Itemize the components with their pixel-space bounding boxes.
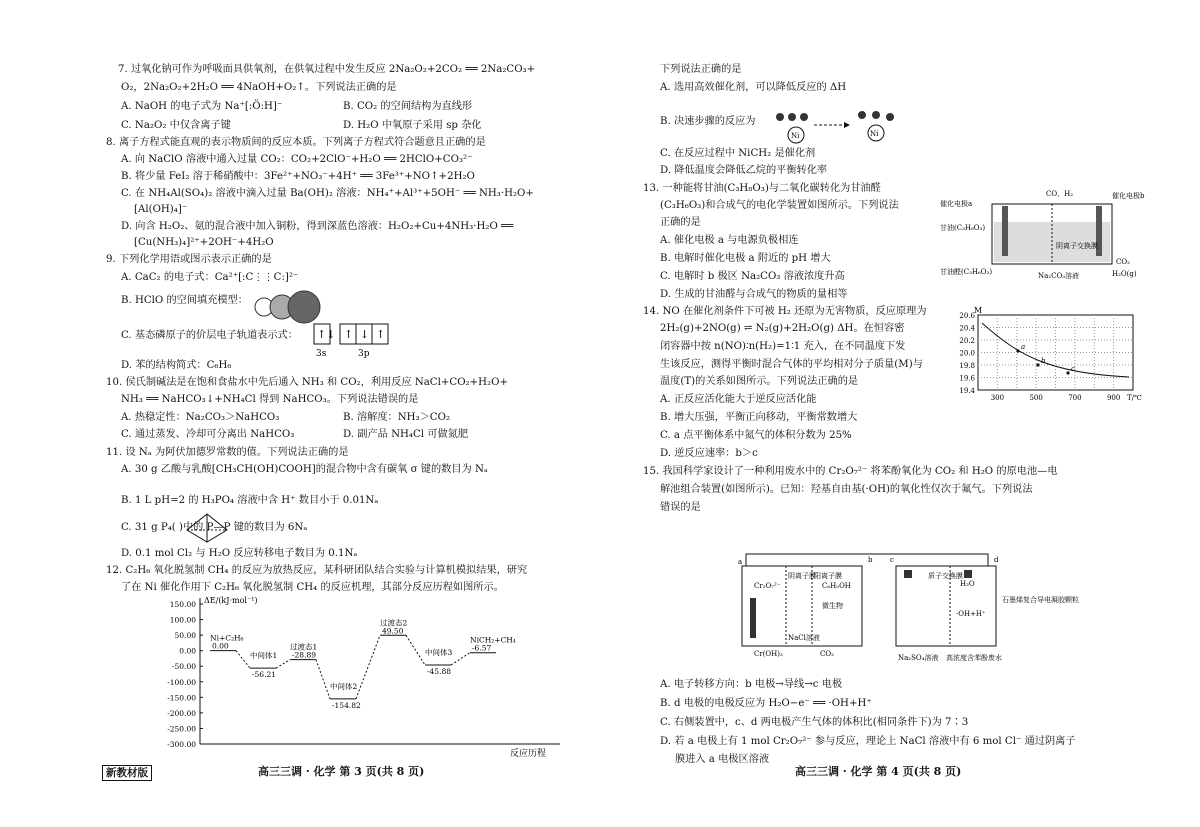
electrode-d	[964, 570, 972, 578]
left-line-18: 10. 侯氏制碱法是在饱和食盐水中先后通入 NH₃ 和 CO₂，利用反应 NaCl+CO₂+H₂O+	[106, 377, 509, 388]
y-tick-1: 100.00	[169, 615, 196, 625]
curve	[982, 323, 1129, 377]
left-line-14: A. CaC₂ 的电子式：Ca²⁺[:C⋮⋮C:]²⁻	[121, 272, 299, 283]
level-value-5: -45.88	[427, 666, 452, 676]
right-line-4: D. 降低温度会降低乙烷的平衡转化率	[660, 165, 828, 176]
orbital-3s-label: 3s	[316, 349, 327, 359]
y-tick-8: -250.00	[167, 724, 196, 734]
right-line-8: A. 催化电极 a 与电源负极相连	[660, 235, 799, 246]
fig13-label-4: Na₂CO₃溶液	[1038, 272, 1080, 280]
right-line-12: 14. NO 在催化剂条件下可被 H₂ 还原为无害物质，反应原理为	[643, 306, 927, 317]
svg-text:↑: ↑	[344, 328, 354, 341]
left-line-13: 9. 下列化学用语或图示表示正确的是	[106, 254, 272, 265]
left-line-29: 12. C₂H₆ 氧化脱氢制 CH₄ 的反应为放热反应，某科研团队结合实验与计算机模拟结果，研究	[106, 565, 528, 576]
wire	[746, 554, 988, 566]
y-axis-label: M	[974, 306, 983, 315]
fig15-label-10: c	[890, 556, 894, 564]
left-line-9: C. 在 NH₄Al(SO₄)₂ 溶液中滴入过量 Ba(OH)₂ 溶液：NH₄⁺+Al³⁺+5OH⁻ ══ NH₃·H₂O+	[121, 188, 534, 199]
electrode-a	[750, 598, 756, 638]
footer-right: 高三三调 · 化学 第 4 页(共 8 页)	[795, 765, 962, 778]
level-name-4: 过渡态2	[380, 618, 408, 628]
left-line-4: C. Na₂O₂ 中仅含离子键	[121, 120, 231, 131]
left-line-17: D. 苯的结构简式：C₆H₆	[121, 360, 232, 371]
connector-1	[236, 651, 250, 668]
level-name-1: 中间体1	[250, 651, 278, 661]
fig15-label-13: H₂O	[960, 580, 975, 588]
y-tick-1: 20.4	[959, 324, 975, 333]
svg-text:Ni: Ni	[791, 132, 800, 140]
right-line-14: 闭容器中按 n(NO)∶n(H₂)=1∶1 充入，在不同温度下发	[660, 341, 906, 352]
fig13-label-2: 甘油醛(C₃H₆O₃)	[940, 268, 993, 276]
left-line-3: B. CO₂ 的空间结构为直线形	[343, 101, 473, 112]
right-line-27: D. 若 a 电极上有 1 mol Cr₂O₇²⁻ 参与反应，理论上 NaCl 溶液中有 6 mol Cl⁻ 通过阴离子	[660, 736, 1076, 747]
left-line-24: 11. 设 Nₐ 为阿伏加德罗常数的值。下列说法正确的是	[106, 447, 349, 458]
energy-profile-chart	[150, 594, 570, 758]
point-label-a: a	[1021, 343, 1026, 351]
y-tick-7: -200.00	[167, 708, 196, 718]
right-line-6: (C₃H₆O₃)和合成气的电化学装置如图所示。下列说法	[660, 200, 899, 211]
x-axis-label: T/℃	[1127, 394, 1142, 402]
svg-text:↑↓: ↑↓	[317, 328, 336, 341]
left-line-23: D. 副产品 NH₄Cl 可做氮肥	[343, 429, 469, 440]
fig15-label-8: CO₂	[820, 650, 834, 658]
level-name-0: Ni+C₂H₆	[210, 633, 244, 643]
y-tick-6: -150.00	[167, 693, 196, 703]
fig15-label-2: Cr(OH)₃	[754, 650, 783, 658]
y-axis-label: ΔE/(kJ·mol⁻¹)	[204, 596, 258, 605]
fig13-label-1: 甘油(C₃H₈O₃)	[940, 224, 986, 232]
x-tick-2: 700	[1068, 394, 1082, 402]
y-tick-0: 20.6	[959, 312, 975, 320]
level-value-0: 0.00	[212, 641, 229, 651]
y-tick-2: 50.00	[174, 631, 196, 641]
left-line-25: A. 30 g 乙酸与乳酸[CH₃CH(OH)COOH]的混合物中含有碳氧 σ 键的数目为 Nₐ	[121, 464, 488, 475]
right-line-26: C. 右侧装置中，c、d 两电极产生气体的体积比(相同条件下)为 7∶3	[660, 717, 969, 728]
left-line-26: B. 1 L pH=2 的 H₃PO₄ 溶液中含 H⁺ 数目小于 0.01Nₐ	[121, 495, 379, 506]
left-line-27: C. 31 g P₄( )中的 P—P 键的数目为 6Nₐ	[121, 522, 308, 533]
p4-figure	[183, 512, 231, 544]
left-line-22: C. 通过蒸发、冷却可分离出 NaHCO₃	[121, 429, 295, 440]
right-line-20: D. 逆反应速率：b＞c	[660, 448, 758, 459]
fig15-label-9: b	[868, 556, 873, 564]
left-line-12: [Cu(NH₃)₄]²⁺+2OH⁻+4H₂O	[134, 237, 274, 248]
fig15-label-3: 阴离子膜	[788, 572, 816, 580]
x-tick-0: 300	[990, 394, 1005, 402]
fig13-label-0: 催化电极a	[940, 200, 973, 208]
y-tick-4: 19.8	[959, 362, 975, 370]
left-line-8: B. 将少量 FeI₂ 溶于稀硝酸中：3Fe²⁺+NO₃⁻+4H⁺ ══ 3Fe³⁺+NO↑+2H₂O	[121, 171, 475, 182]
left-line-10: [Al(OH)₄]⁻	[134, 204, 188, 215]
left-line-21: B. 溶解度：NH₃＞CO₂	[343, 412, 451, 423]
orbital-diagram	[312, 322, 392, 360]
y-tick-5: -100.00	[167, 677, 196, 687]
y-tick-0: 150.00	[169, 600, 196, 609]
left-line-16: C. 基态磷原子的价层电子轨道表示式：	[121, 330, 298, 341]
left-line-7: A. 向 NaClO 溶液中通入过量 CO₂：CO₂+2ClO⁻+H₂O ══ 2HClO+CO₃²⁻	[121, 154, 473, 165]
x-tick-3: 900	[1106, 394, 1121, 402]
svg-text:↓: ↓	[360, 328, 370, 341]
fig15-label-16: Na₂SO₄溶液	[898, 654, 939, 662]
right-line-21: 15. 我国科学家设计了一种利用废水中的 Cr₂O₇²⁻ 将苯酚氧化为 CO₂ 和 H₂O 的原电池—电	[643, 466, 1058, 477]
right-line-11: D. 生成的甘油醛与合成气的物质的量相等	[660, 289, 848, 300]
left-line-2: A. NaOH 的电子式为 Na⁺[:Ö:H]⁻	[121, 101, 283, 112]
footer-left: 高三三调 · 化学 第 3 页(共 8 页)	[258, 765, 425, 778]
right-line-9: B. 电解时催化电极 a 附近的 pH 增大	[660, 253, 831, 264]
right-line-15: 生该反应，测得平衡时混合气体的平均相对分子质量(M)与	[660, 359, 923, 370]
right-line-25: B. d 电极的电极反应为 H₂O−e⁻ ══ ·OH+H⁺	[660, 698, 872, 709]
right-line-17: A. 正反应活化能大于逆反应活化能	[660, 394, 817, 405]
right-line-5: 13. 一种能将甘油(C₃H₈O₃)与二氧化碳转化为甘油醛	[643, 183, 881, 194]
right-line-18: B. 增大压强，平衡正向移动，平衡常数增大	[660, 412, 858, 423]
right-line-3: C. 在反应过程中 NiCH₂ 是催化剂	[660, 148, 816, 159]
connector-5	[406, 635, 425, 665]
y-tick-3: 0.00	[179, 646, 196, 656]
y-tick-3: 20.0	[959, 349, 975, 358]
fig13-label-8: H₂O(g)	[1112, 270, 1137, 278]
right-line-7: 正确的是	[660, 217, 701, 228]
level-value-3: -154.82	[332, 700, 361, 710]
connector-4	[356, 635, 380, 699]
level-value-4: 49.50	[382, 626, 404, 636]
left-line-11: D. 向含 H₂O₂、氨的混合液中加入铜粉，得到深蓝色溶液：H₂O₂+Cu+4NH₃·H₂O ══	[121, 221, 514, 232]
y-tick-6: 19.4	[959, 387, 975, 395]
left-line-0: 7. 过氧化钠可作为呼吸面具供氧剂，在供氧过程中发生反应 2Na₂O₂+2CO₂ ══ 2Na₂CO₃+	[118, 64, 536, 75]
svg-text:↑: ↑	[376, 328, 386, 341]
left-line-1: O₂，2Na₂O₂+2H₂O ══ 4NaOH+O₂↑。下列说法正确的是	[121, 82, 397, 93]
level-value-2: -28.89	[292, 650, 317, 660]
left-line-30: 了在 Ni 催化作用下 C₂H₆ 氧化脱氢制 CH₄ 的反应机理，其部分反应历程如图所示。	[121, 582, 504, 593]
fig15-label-12: 质子交换膜	[928, 572, 963, 580]
right-line-28: 膜进入 a 电极区溶液	[675, 754, 770, 765]
orbital-3p-label: 3p	[358, 349, 370, 359]
fig15-label-0: a	[738, 558, 743, 566]
level-name-2: 过渡态1	[290, 642, 318, 652]
point-label-c: c	[1071, 365, 1075, 373]
fig15-label-6: 微生物	[822, 602, 843, 610]
fig13-label-6: 催化电极b	[1112, 192, 1145, 200]
edition-badge: 新教材版	[102, 765, 152, 781]
fig15-label-15: 石墨烯复合导电凝胶颗粒	[1002, 596, 1079, 604]
fig15-label-14: ·OH+H⁺	[956, 610, 986, 618]
x-axis-label: 反应历程	[510, 749, 547, 759]
level-value-1: -56.21	[252, 670, 277, 680]
level-name-3: 中间体2	[330, 681, 358, 691]
point-a	[1016, 349, 1019, 352]
left-line-19: NH₃ ══ NaHCO₃↓+NH₄Cl 得到 NaHCO₃。下列说法错误的是	[121, 394, 419, 405]
fig15-label-4: 阳离子膜	[814, 572, 842, 580]
fig15-label-17: 高浓度含苯酚废水	[946, 654, 1002, 662]
point-b	[1036, 363, 1039, 366]
right-line-2: B. 决速步骤的反应为	[660, 116, 756, 127]
connector-2	[276, 660, 290, 668]
right-line-19: C. a 点平衡体系中氮气的体积分数为 25%	[660, 430, 852, 441]
hclo-model-figure	[252, 290, 322, 324]
connector-3	[316, 660, 330, 699]
m-vs-t-chart	[950, 305, 1145, 413]
right-line-16: 温度(T)的关系如图所示。下列说法正确的是	[660, 376, 859, 387]
left-line-20: A. 热稳定性：Na₂CO₃＞NaHCO₃	[121, 412, 280, 423]
right-line-24: A. 电子转移方向：b 电极→导线→c 电极	[660, 679, 843, 690]
electrode-a	[1002, 206, 1008, 256]
point-label-b: b	[1041, 357, 1046, 365]
left-line-6: 8. 离子方程式能直观的表示物质间的反应本质。下列离子方程式符合题意且正确的是	[106, 137, 486, 148]
right-line-0: 下列说法正确的是	[660, 64, 742, 75]
right-line-13: 2H₂(g)+2NO(g) ⇌ N₂(g)+2H₂O(g) ΔH。在恒容密	[660, 323, 905, 334]
left-line-28: D. 0.1 mol Cl₂ 与 H₂O 反应转移电子数目为 0.1Nₐ	[121, 548, 358, 559]
left-line-5: D. H₂O 中氧原子采用 sp 杂化	[343, 120, 482, 131]
fig13-label-7: CO₂	[1116, 258, 1130, 266]
electrode-c	[904, 570, 912, 578]
fig13-label-5: CO、H₂	[1046, 190, 1074, 198]
level-value-6: -6.57	[472, 643, 492, 653]
right-line-10: C. 电解时 b 极区 Na₂CO₃ 溶液浓度升高	[660, 271, 845, 282]
y-tick-2: 20.2	[959, 337, 975, 345]
svg-text:Ni: Ni	[870, 130, 879, 138]
y-tick-4: -50.00	[171, 662, 196, 672]
right-line-1: A. 选用高效催化剂，可以降低反应的 ΔH	[660, 82, 847, 93]
fig15-label-7: NaCl溶液	[788, 634, 820, 642]
y-tick-5: 19.6	[959, 374, 975, 383]
right-line-23: 错误的是	[660, 502, 701, 513]
fig15-label-5: C₆H₅OH	[822, 582, 851, 590]
right-line-22: 解池组合装置(如图所示)。已知：羟基自由基(·OH)的氧化性仅次于氟气。下列说法	[660, 484, 1033, 495]
rate-step-figure	[766, 105, 906, 147]
cell-electrolyzer-figure	[728, 548, 1079, 678]
level-name-5: 中间体3	[425, 647, 453, 657]
point-c	[1066, 371, 1069, 374]
fig15-label-11: d	[994, 556, 999, 564]
electrolysis-device-figure	[940, 186, 1145, 286]
left-line-15: B. HClO 的空间填充模型：	[121, 295, 248, 306]
fig13-label-3: 阴离子交换膜	[1056, 242, 1098, 250]
connector-6	[451, 653, 470, 665]
level-name-6: NiCH₂+CH₄	[470, 635, 516, 645]
fig15-label-1: Cr₂O₇²⁻	[754, 582, 781, 590]
x-tick-1: 500	[1029, 394, 1043, 402]
y-tick-9: -300.00	[167, 740, 196, 749]
